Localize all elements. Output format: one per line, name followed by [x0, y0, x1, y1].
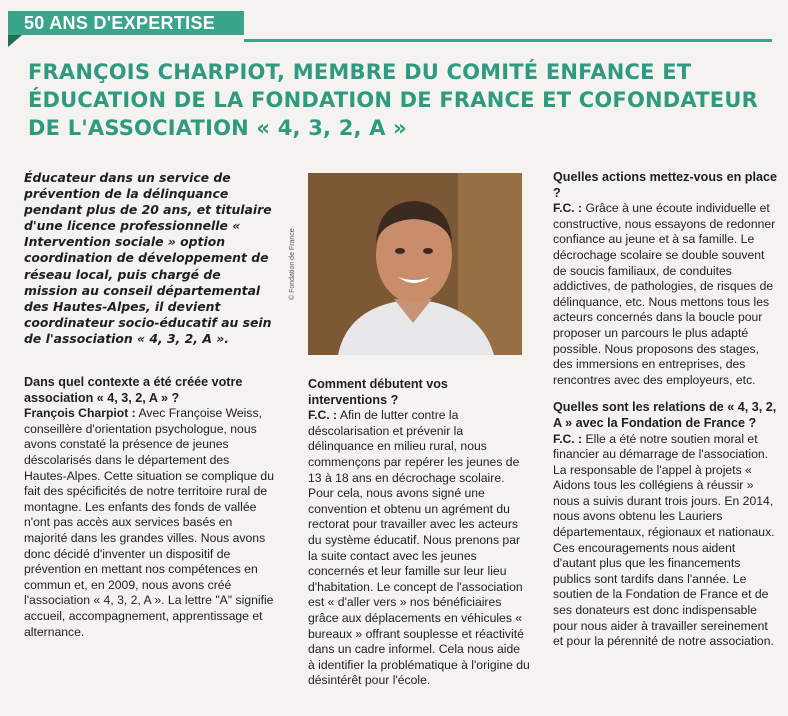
- question-3: Quelles actions mettez-vous en place ?: [553, 170, 777, 200]
- answer-4: [553, 432, 779, 650]
- answer-text: Avec Françoise Weiss, conseillère d'orientation psychologue, nous avons constaté la présence de jeunes déscolarisés dans le département des Hautes-Alpes. Cette situation se complique du fait des spécificités de notre territoire rural de montagne. Les enfants des fonds de vallée n'ont pas accès aux services basés en majorité dans les grandes villes. Nous avons donc décidé d'inventer un dispositif de prévention en mettant nos compétences en commun et, en 2009, nous avons créé l'association « 4, 3, 2, A ». La lettre "A" signifie accueil, accompagnement, apprentissage et alternance.: [24, 406, 274, 639]
- question-1: Dans quel contexte a été créée votre association « 4, 3, 2, A » ?: [24, 375, 243, 405]
- header-rule: [244, 39, 772, 42]
- question-2: Comment débutent vos interventions ?: [308, 377, 448, 407]
- article-headline: FRANÇOIS CHARPIOT, MEMBRE DU COMITÉ ENFANCE ET ÉDUCATION DE LA FONDATION DE FRANCE ET COFONDATEUR DE L'ASSOCIATION « 4, 3, 2, A »: [28, 60, 758, 140]
- answer-1: [24, 406, 274, 640]
- answer-text: Afin de lutter contre la déscolarisation et prévenir la délinquance en milieu rural, nous commençons par repérer les jeunes de 13 à 18 ans en décrochage scolaire. Pour cela, nous avons signé une convention et obtenu un agrément du rectorat pour travailler avec les acteurs du système éducatif. Nous prenons par la suite contact avec les jeunes concernés et leur famille sur leur lieu d'habitation. Le concept de l'association est « d'aller vers » nos bénéficiaires grâce aux déplacements en véhicules « bureaux » offrant souplesse et réactivité dans un cadre informel. Cela nous aide à identifier la problématique à l'origine du désintérêt pour l'école.: [308, 408, 530, 688]
- portrait-photo: [308, 173, 522, 355]
- section-banner: 50 ANS D'EXPERTISE: [8, 11, 244, 35]
- column-middle: [308, 377, 530, 701]
- answer-2: [308, 408, 530, 689]
- speaker-label: François Charpiot :: [24, 406, 136, 421]
- intro-paragraph: Éducateur dans un service de prévention de la délinquance pendant plus de 20 ans, et titulaire d'une licence professionnelle « Intervention sociale » option coordination de développement de réseau local, puis chargé de mission au conseil départemental des Hautes-Alpes, il devient coordinateur socio-éducatif au sein de l'association « 4, 3, 2, A ».: [24, 170, 272, 346]
- speaker-label: F.C. :: [553, 431, 583, 446]
- answer-text: Grâce à une écoute individuelle et constructive, nous essayons de redonner confiance au jeune et à sa famille. Le décrochage scolaire se double souvent de soucis familiaux, de conduites addictives, de pathologies, de risques de délinquance, etc. Nous mettons tous les acteurs concernés dans la boucle pour proposer un parcours le plus adapté possible. Nous proposons des stages, des immersions en entreprises, des rencontres avec des employeurs, etc.: [553, 201, 776, 387]
- banner-fold-decoration: [8, 35, 22, 47]
- column-right: [553, 170, 779, 662]
- photo-credit: © Fondation de France: [289, 228, 296, 300]
- portrait-illustration: [308, 173, 522, 355]
- question-4: Quelles sont les relations de « 4, 3, 2, A » avec la Fondation de France ?: [553, 400, 777, 430]
- answer-3: [553, 201, 779, 388]
- speaker-label: F.C. :: [308, 408, 338, 423]
- column-left: [24, 170, 274, 652]
- speaker-label: F.C. :: [553, 201, 583, 216]
- answer-text: Elle a été notre soutien moral et financier au démarrage de l'association. La responsable de l'appel à projets « Aidons tous les collégiens à réussir » nous a suivis durant trois jours. En 2014, nous avons obtenu les Lauriers départementaux, régionaux et nationaux. Ces encouragements nous aident d'autant plus que les financements publics sont tardifs dans l'année. Le soutien de la Fondation de France et de ses donateurs est donc indispensable pour nous aider à travailler sereinement et pour la pérennité de notre association.: [553, 431, 775, 649]
